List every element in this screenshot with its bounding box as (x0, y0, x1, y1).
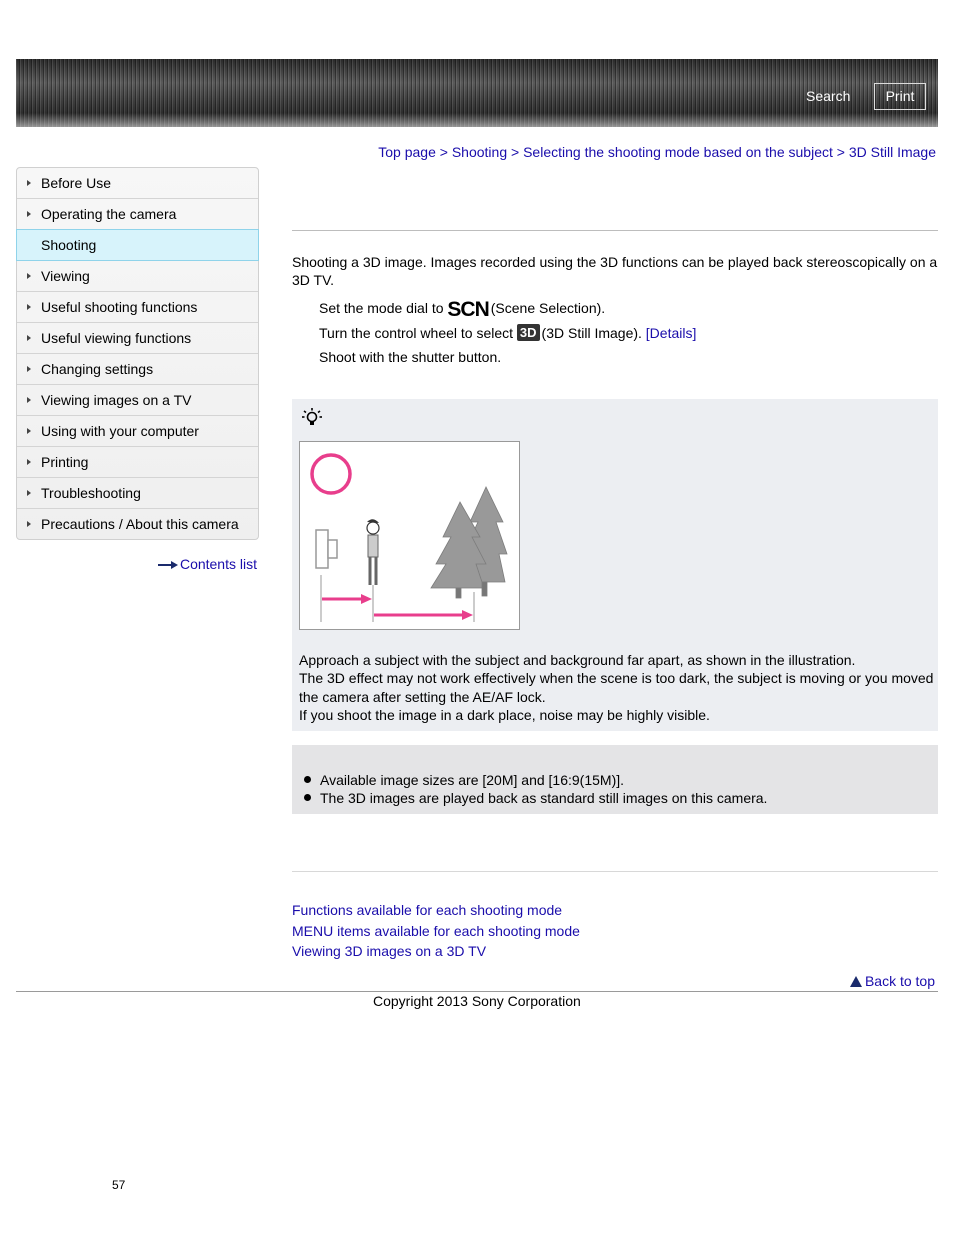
related-link-functions[interactable]: Functions available for each shooting mode (292, 902, 563, 918)
notes-list (302, 771, 767, 807)
breadcrumb-shooting[interactable]: Shooting (451, 144, 508, 160)
3d-still-image-icon: 3D (517, 324, 540, 341)
page-number: 57 (112, 1178, 126, 1192)
sidebar-item-precautions[interactable] (17, 509, 258, 539)
sidebar-item-viewing[interactable] (17, 261, 258, 292)
footer-divider (16, 991, 938, 992)
triangle-right-icon (27, 490, 31, 496)
up-triangle-icon (850, 976, 862, 987)
details-link[interactable]: [Details] (645, 325, 697, 341)
sidebar-item-label: Precautions / About this camera (41, 516, 239, 532)
notes-box (292, 745, 938, 814)
print-button[interactable]: Print (874, 83, 926, 110)
sidebar-item-label: Shooting (41, 237, 97, 253)
breadcrumb-separator: > (439, 144, 448, 160)
sidebar-item-label: Useful shooting functions (41, 299, 198, 315)
sidebar-item-useful-shooting[interactable] (17, 292, 258, 323)
breadcrumb-top-page[interactable]: Top page (378, 144, 436, 160)
sidebar-item-label: Useful viewing functions (41, 330, 192, 346)
back-to-top-label: Back to top (864, 973, 935, 989)
breadcrumb-selecting-mode[interactable]: Selecting the shooting mode based on the subject (523, 144, 833, 160)
step-2-text-after: (3D Still Image). (541, 325, 646, 341)
hint-line: Approach a subject with the subject and background far apart, as shown in the illustration. (299, 652, 856, 668)
triangle-right-icon (27, 459, 31, 465)
distance-arrow (374, 610, 473, 620)
search-button[interactable]: Search (806, 88, 851, 104)
arrow-right-icon (158, 561, 178, 569)
sidebar-item-label: Viewing (41, 268, 90, 284)
step-1 (319, 298, 605, 322)
breadcrumb-separator: > (511, 144, 520, 160)
triangle-right-icon (27, 335, 31, 341)
ok-circle-icon (312, 455, 350, 493)
sidebar-item-label: Printing (41, 454, 89, 470)
related-link-3d-tv[interactable]: Viewing 3D images on a 3D TV (292, 943, 487, 959)
sidebar-item-before-use[interactable] (17, 168, 258, 199)
related-divider (292, 871, 938, 872)
sidebar-item-operating[interactable] (17, 199, 258, 230)
3d-shooting-illustration (299, 441, 520, 630)
step-2 (319, 324, 696, 341)
contents-list-label: Contents list (179, 556, 257, 572)
triangle-right-icon (27, 521, 31, 527)
hint-box (292, 399, 938, 731)
person-icon (367, 519, 379, 585)
intro-text: Shooting a 3D image. Images recorded using the 3D functions can be played back stereoscopically on a 3D TV. (292, 254, 938, 288)
sidebar-item-label: Before Use (41, 175, 112, 191)
title-divider (292, 230, 938, 231)
trees-icon (431, 487, 507, 598)
note-item: The 3D images are played back as standard still images on this camera. (302, 789, 767, 807)
sidebar-item-label: Viewing images on a TV (41, 392, 192, 408)
triangle-right-icon (27, 366, 31, 372)
sidebar-item-viewing-tv[interactable] (17, 385, 258, 416)
step-1-text-after: (Scene Selection). (490, 300, 606, 316)
header-bar (16, 59, 938, 127)
sidebar-item-troubleshooting[interactable] (17, 478, 258, 509)
sidebar-item-changing-settings[interactable] (17, 354, 258, 385)
triangle-right-icon (27, 304, 31, 310)
hint-text (299, 651, 935, 724)
triangle-right-icon (27, 211, 31, 217)
sidebar-item-label: Changing settings (41, 361, 154, 377)
sidebar-item-label: Troubleshooting (41, 485, 141, 501)
breadcrumb (378, 144, 936, 160)
sidebar-item-shooting[interactable] (16, 229, 259, 261)
contents-list-link[interactable] (158, 556, 257, 572)
sidebar-item-label: Operating the camera (41, 206, 177, 222)
sidebar-item-label: Using with your computer (41, 423, 199, 439)
triangle-right-icon (27, 180, 31, 186)
scn-mode-icon: SCN (447, 298, 489, 321)
copyright: Copyright 2013 Sony Corporation (373, 993, 581, 1009)
sidebar-item-computer[interactable] (17, 416, 258, 447)
breadcrumb-separator: > (836, 144, 845, 160)
triangle-right-icon (27, 273, 31, 279)
lightbulb-icon (301, 407, 323, 429)
sidebar-nav (16, 167, 259, 540)
back-to-top-link[interactable] (850, 973, 935, 989)
hint-line: The 3D effect may not work effectively when the scene is too dark, the subject is moving or you moved the camera after setting the AE/AF lock. (299, 670, 934, 705)
triangle-right-icon (27, 397, 31, 403)
breadcrumb-current[interactable]: 3D Still Image (848, 144, 936, 160)
header-fade (16, 113, 938, 127)
note-item: Available image sizes are [20M] and [16:9(15M)]. (302, 771, 767, 789)
step-1-text: Set the mode dial to (319, 300, 448, 316)
sidebar-item-useful-viewing[interactable] (17, 323, 258, 354)
step-2-text: Turn the control wheel to select (319, 325, 517, 341)
step-3: Shoot with the shutter button. (319, 349, 502, 365)
camera-icon (316, 530, 337, 568)
distance-arrow (322, 594, 372, 604)
triangle-right-icon (27, 428, 31, 434)
sidebar-item-printing[interactable] (17, 447, 258, 478)
related-link-menu-items[interactable]: MENU items available for each shooting mode (292, 923, 580, 939)
hint-line: If you shoot the image in a dark place, noise may be highly visible. (299, 706, 710, 723)
